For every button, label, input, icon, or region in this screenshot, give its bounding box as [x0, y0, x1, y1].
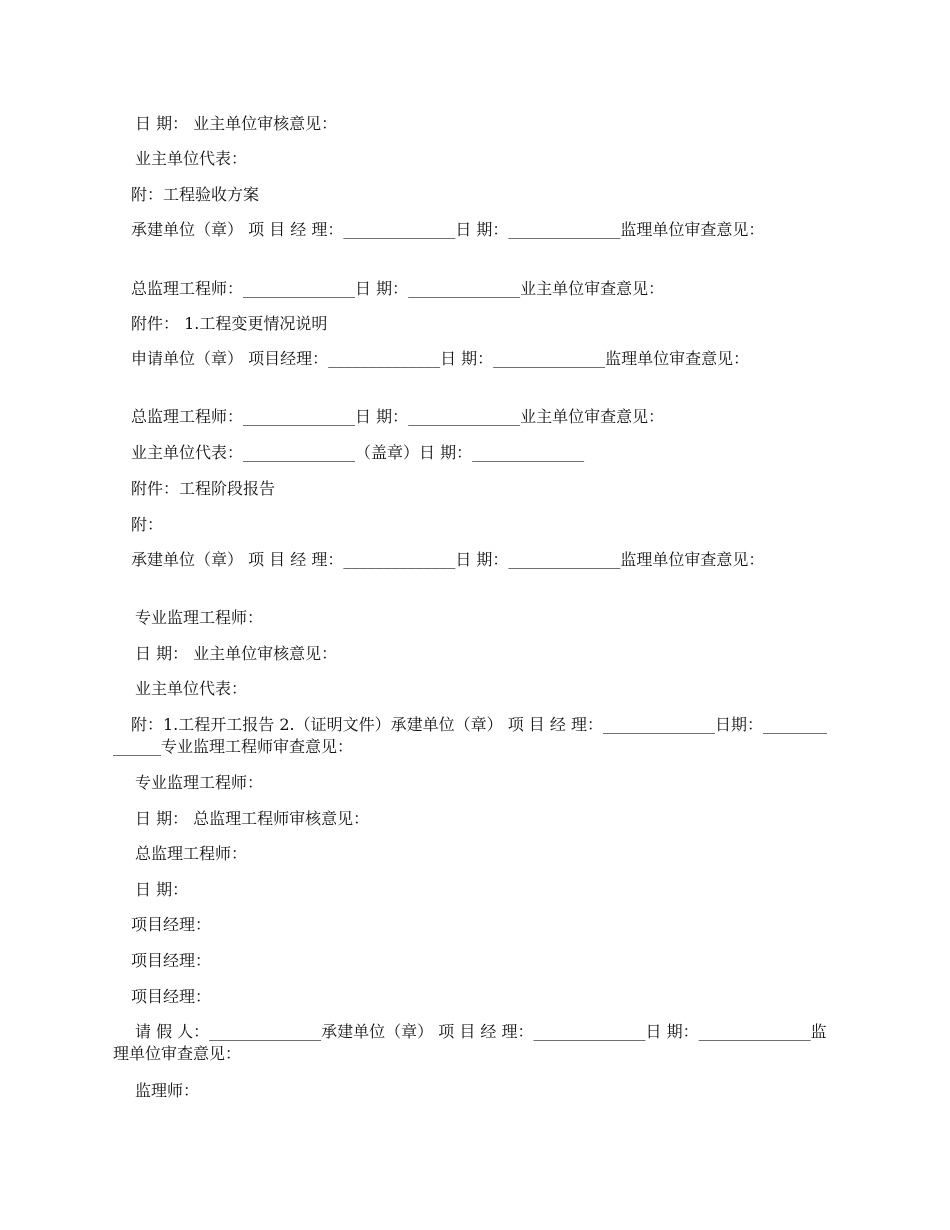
- paragraph-text: 附件： 1.工程变更情况说明: [131, 314, 328, 333]
- paragraph-text: 承建单位（章） 项 目 经 理：______________日 期：______________监理单位审查意见：: [131, 220, 765, 239]
- paragraph-text: 总监理工程师：______________日 期：______________业主单位审查意见：: [131, 279, 665, 298]
- paragraph-text: 业主单位代表：: [135, 679, 248, 698]
- paragraph: [113, 879, 833, 901]
- paragraph: [113, 514, 833, 536]
- paragraph-text: 日 期：: [135, 880, 189, 899]
- paragraph: [113, 950, 833, 972]
- paragraph: [113, 1021, 833, 1065]
- paragraph-text: 申请单位（章） 项目经理：______________日 期：______________监理单位审查意见：: [131, 349, 750, 368]
- paragraph: [113, 348, 833, 370]
- paragraph: [113, 772, 833, 794]
- paragraph-text: 附：: [131, 515, 164, 534]
- paragraph-text: 监理师：: [135, 1081, 200, 1100]
- paragraph: [113, 478, 833, 500]
- paragraph: [113, 313, 833, 335]
- paragraph-text: 附：工程验收方案: [131, 185, 260, 204]
- paragraph: [113, 914, 833, 936]
- paragraph: [113, 278, 833, 300]
- paragraph-text: 附：1.工程开工报告 2.（证明文件）承建单位（章） 项 目 经 理：______________日期：______________专业监理工程师审查意见：: [113, 715, 827, 756]
- paragraph-text: 日 期： 业主单位审核意见：: [135, 644, 338, 663]
- paragraph-text: 附件：工程阶段报告: [131, 479, 276, 498]
- paragraph: [113, 607, 833, 629]
- paragraph-text: 总监理工程师：______________日 期：______________业主单位审查意见：: [131, 407, 665, 426]
- paragraph: [113, 113, 833, 135]
- paragraph: [113, 219, 833, 241]
- paragraph: [113, 148, 833, 170]
- paragraph-text: 总监理工程师：: [135, 844, 248, 863]
- paragraph-text: 业主单位代表：: [135, 149, 248, 168]
- paragraph-text: 专业监理工程师：: [135, 608, 264, 627]
- paragraph-text: 项目经理：: [131, 987, 212, 1006]
- paragraph: [113, 843, 833, 865]
- paragraph-text: 承建单位（章） 项 目 经 理：______________日 期：______________监理单位审查意见：: [131, 550, 765, 569]
- paragraph: [113, 643, 833, 665]
- paragraph: [113, 549, 833, 571]
- paragraph: [113, 184, 833, 206]
- paragraph: [113, 406, 833, 428]
- paragraph: [113, 808, 833, 830]
- paragraph-text: 日 期： 业主单位审核意见：: [135, 114, 338, 133]
- paragraph-text: 请 假 人：______________承建单位（章） 项 目 经 理：______________日 期：______________监理单位审查意见：: [113, 1022, 827, 1063]
- paragraph-text: 业主单位代表：______________（盖章）日 期：______________: [131, 443, 585, 462]
- paragraph: [113, 714, 833, 758]
- paragraph: [113, 442, 833, 464]
- paragraph: [113, 986, 833, 1008]
- paragraph: [113, 1080, 833, 1102]
- paragraph-text: 专业监理工程师：: [135, 773, 264, 792]
- paragraph-text: 项目经理：: [131, 915, 212, 934]
- paragraph: [113, 678, 833, 700]
- paragraph-text: 日 期： 总监理工程师审核意见：: [135, 809, 370, 828]
- paragraph-text: 项目经理：: [131, 951, 212, 970]
